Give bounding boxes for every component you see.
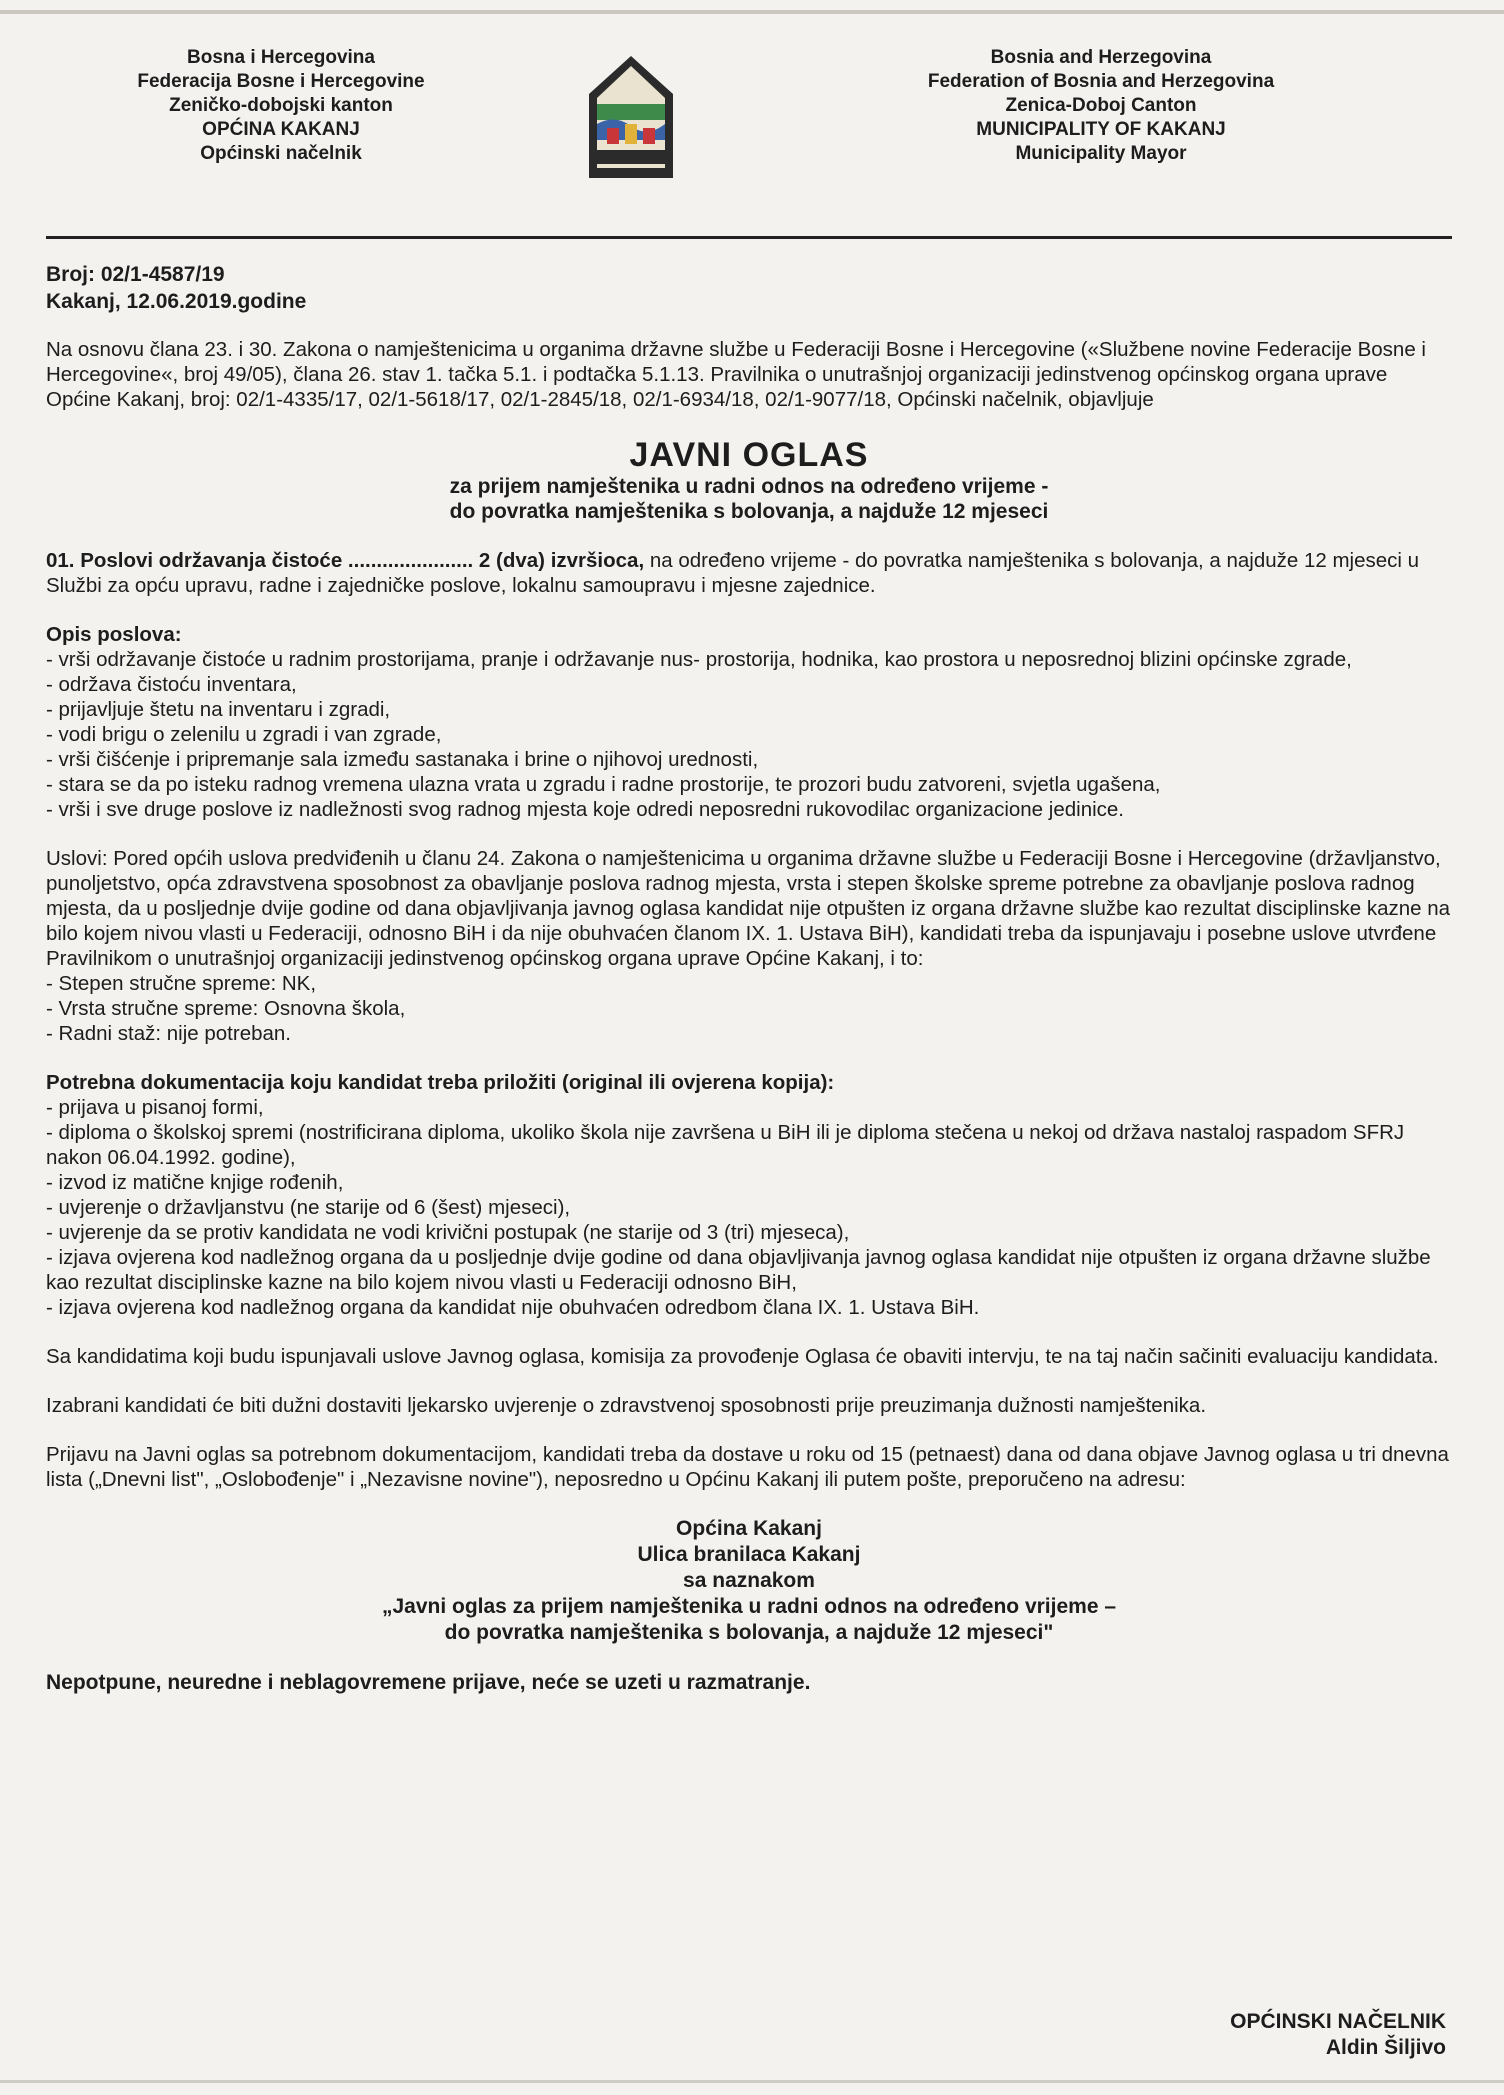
position-description: na određeno vrijeme - do povratka namještenika s bolovanja, a najduže 12 mjeseci u Službi za opću upravu, radne i zajedničke poslove, lokalnu samoupravu i mjesne zajednice. bbox=[46, 549, 1420, 597]
address-line: do povratka namještenika s bolovanja, a najduže 12 mjeseci" bbox=[444, 1621, 1054, 1644]
position-title: 01. Poslovi održavanja čistoće ...................... 2 (dva) izvršioca, bbox=[46, 549, 645, 572]
submission-address bbox=[46, 1516, 1452, 1646]
position-paragraph bbox=[46, 548, 1452, 598]
conditions-text: Uslovi: Pored općih uslova predviđenih u članu 24. Zakona o namještenicima u organima državne službe u Federaciji Bosne i Hercegovine (državljanstvo, punoljetstvo, opća zdravstvena sposobnost za obavljanje poslova radnog mjesta, vrsta i stepen školske spreme potrebne za obavljanje poslova radnog mjesta, da u posljednje dvije godine od dana objavljivanja javnog oglasa kandidat nije otpušten iz organa državne službe kao rezultat disciplinske kazne na bilo kojem nivou vlasti u Federaciji, odnosno BiH i da nije obuhvaćen članom IX. 1. Ustava BiH), kandidati treba da ispunjavaju i posebne uslove utvrđene Pravilnikom o unutrašnjoj organizaciji jedinstvenog općinskog organa uprave Općine Kakanj, i to: bbox=[46, 847, 1451, 970]
header-municipality-en: MUNICIPALITY OF KAKANJ bbox=[976, 119, 1226, 140]
header-federation: Federacija Bosne i Hercegovine bbox=[137, 71, 425, 92]
duty-item: - stara se da po isteku radnog vremena ulazna vrata u zgradu i radne prostorije, te prozori budu zatvoreni, svjetla ugašena, bbox=[46, 773, 1161, 796]
notice-title-main: JAVNI OGLAS bbox=[629, 436, 869, 474]
document-item: - uvjerenje o državljanstvu (ne starije od 6 (šest) mjeseci), bbox=[46, 1196, 571, 1219]
document-item: - izvod iz matične knjige rođenih, bbox=[46, 1171, 344, 1194]
duty-item: - održava čistoću inventara, bbox=[46, 673, 297, 696]
documents-section bbox=[46, 1070, 1452, 1320]
notice-title bbox=[46, 436, 1452, 524]
documents-heading: Potrebna dokumentacija koju kandidat treba priložiti (original ili ovjerena kopija): bbox=[46, 1071, 835, 1094]
header-office-en: Municipality Mayor bbox=[1015, 143, 1187, 164]
document-item: - prijava u pisanoj formi, bbox=[46, 1096, 264, 1119]
notice-subtitle-line-2: do povratka namještenika s bolovanja, a najduže 12 mjeseci bbox=[449, 500, 1049, 523]
duty-item: - vrši održavanje čistoće u radnim prostorijama, pranje i održavanje nus- prostorija, hodnika, kao prostora u neposrednoj blizini općinske zgrade, bbox=[46, 648, 1352, 671]
letterhead-local-language bbox=[46, 40, 516, 166]
header-municipality: OPĆINA KAKANJ bbox=[202, 119, 360, 140]
document-item: - izjava ovjerena kod nadležnog organa da u posljednje dvije godine od dana objavljivanja javnog oglasa kandidat nije otpušten iz organa državne službe kao rezultat disciplinske kazne na bilo kojem nivou vlasti u Federaciji odnosno BiH, bbox=[46, 1246, 1431, 1294]
signature-block bbox=[1230, 2009, 1446, 2061]
header-country-en: Bosnia and Herzegovina bbox=[990, 47, 1212, 68]
address-line: Ulica branilaca Kakanj bbox=[637, 1543, 861, 1566]
closing-statement: Nepotpune, neuredne i neblagovremene prijave, neće se uzeti u razmatranje. bbox=[46, 1671, 811, 1694]
medical-paragraph: Izabrani kandidati će biti dužni dostaviti ljekarsko uvjerenje o zdravstvenoj sposobnosti prije preuzimanja dužnosti namještenika. bbox=[46, 1394, 1207, 1417]
signature-title: OPĆINSKI NAČELNIK bbox=[1230, 2010, 1446, 2033]
letterhead-english bbox=[746, 40, 1446, 166]
letterhead bbox=[46, 40, 1452, 210]
bottom-border-rule bbox=[0, 2080, 1504, 2083]
municipality-coat-of-arms-icon bbox=[516, 40, 746, 182]
conditions-section bbox=[46, 846, 1452, 1046]
address-line: Općina Kakanj bbox=[676, 1517, 822, 1540]
reference-number: Broj: 02/1-4587/19 bbox=[46, 263, 225, 286]
address-line: sa naznakom bbox=[683, 1569, 815, 1592]
reference-date: Kakanj, 12.06.2019.godine bbox=[46, 290, 307, 313]
address-line: „Javni oglas za prijem namještenika u radni odnos na određeno vrijeme – bbox=[381, 1595, 1117, 1618]
interview-paragraph: Sa kandidatima koji budu ispunjavali uslove Javnog oglasa, komisija za provođenje Oglasa će obaviti intervju, te na taj način sačiniti evaluaciju kandidata. bbox=[46, 1345, 1439, 1368]
header-country: Bosna i Hercegovina bbox=[187, 47, 375, 68]
duty-item: - vrši čišćenje i pripremanje sala između sastanaka i brine o njihovoj urednosti, bbox=[46, 748, 759, 771]
header-canton-en: Zenica-Doboj Canton bbox=[1005, 95, 1197, 116]
notice-subtitle-line-1: za prijem namještenika u radni odnos na određeno vrijeme - bbox=[449, 475, 1049, 498]
header-office: Općinski načelnik bbox=[200, 143, 362, 164]
duty-item: - vodi brigu o zelenilu u zgradi i van zgrade, bbox=[46, 723, 442, 746]
document-item: - izjava ovjerena kod nadležnog organa da kandidat nije obuhvaćen odredbom člana IX. 1. Ustava BiH. bbox=[46, 1296, 980, 1319]
duties-heading: Opis poslova: bbox=[46, 623, 182, 646]
submission-paragraph: Prijavu na Javni oglas sa potrebnom dokumentacijom, kandidati treba da dostave u roku od 15 (petnaest) dana od dana objave Javnog oglasa u tri dnevna lista („Dnevni list", „Oslobođenje" i „Nezavisne novine"), neposredno u Općinu Kakanj ili putem pošte, preporučeno na adresu: bbox=[46, 1443, 1449, 1491]
top-border-rule bbox=[0, 10, 1504, 14]
condition-item: - Stepen stručne spreme: NK, bbox=[46, 972, 317, 995]
legal-basis-paragraph: Na osnovu člana 23. i 30. Zakona o namještenicima u organima državne službe u Federaciji Bosne i Hercegovine («Službene novine Federacije Bosne i Hercegovine«, broj 49/05), člana 26. stav 1. tačka 5.1. i podtačka 5.1.13. Pravilnika o unutrašnjoj organizaciji jedinstvenog općinskog organa uprave Općine Kakanj, broj: 02/1-4335/17, 02/1-5618/17, 02/1-2845/18, 02/1-6934/18, 02/1-9077/18, Općinski načelnik, objavljuje bbox=[46, 338, 1426, 411]
duties-section bbox=[46, 622, 1452, 822]
duty-item: - vrši i sve druge poslove iz nadležnosti svog radnog mjesta koje odredi neposredni rukovodilac organizacione jedinice. bbox=[46, 798, 1124, 821]
document-item: - uvjerenje da se protiv kandidata ne vodi krivični postupak (ne starije od 3 (tri) mjeseca), bbox=[46, 1221, 850, 1244]
condition-item: - Vrsta stručne spreme: Osnovna škola, bbox=[46, 997, 406, 1020]
document-item: - diploma o školskoj spremi (nostrificirana diploma, ukoliko škola nije završena u BiH ili je diploma stečena u nekoj od država nastaloj raspadom SFRJ nakon 06.04.1992. godine), bbox=[46, 1121, 1405, 1169]
document-reference bbox=[46, 261, 1452, 315]
header-divider bbox=[46, 236, 1452, 239]
header-canton: Zeničko-dobojski kanton bbox=[169, 95, 393, 116]
signature-name: Aldin Šiljivo bbox=[1325, 2036, 1446, 2059]
condition-item: - Radni staž: nije potreban. bbox=[46, 1022, 291, 1045]
duty-item: - prijavljuje štetu na inventaru i zgradi, bbox=[46, 698, 391, 721]
header-federation-en: Federation of Bosnia and Herzegovina bbox=[927, 71, 1275, 92]
